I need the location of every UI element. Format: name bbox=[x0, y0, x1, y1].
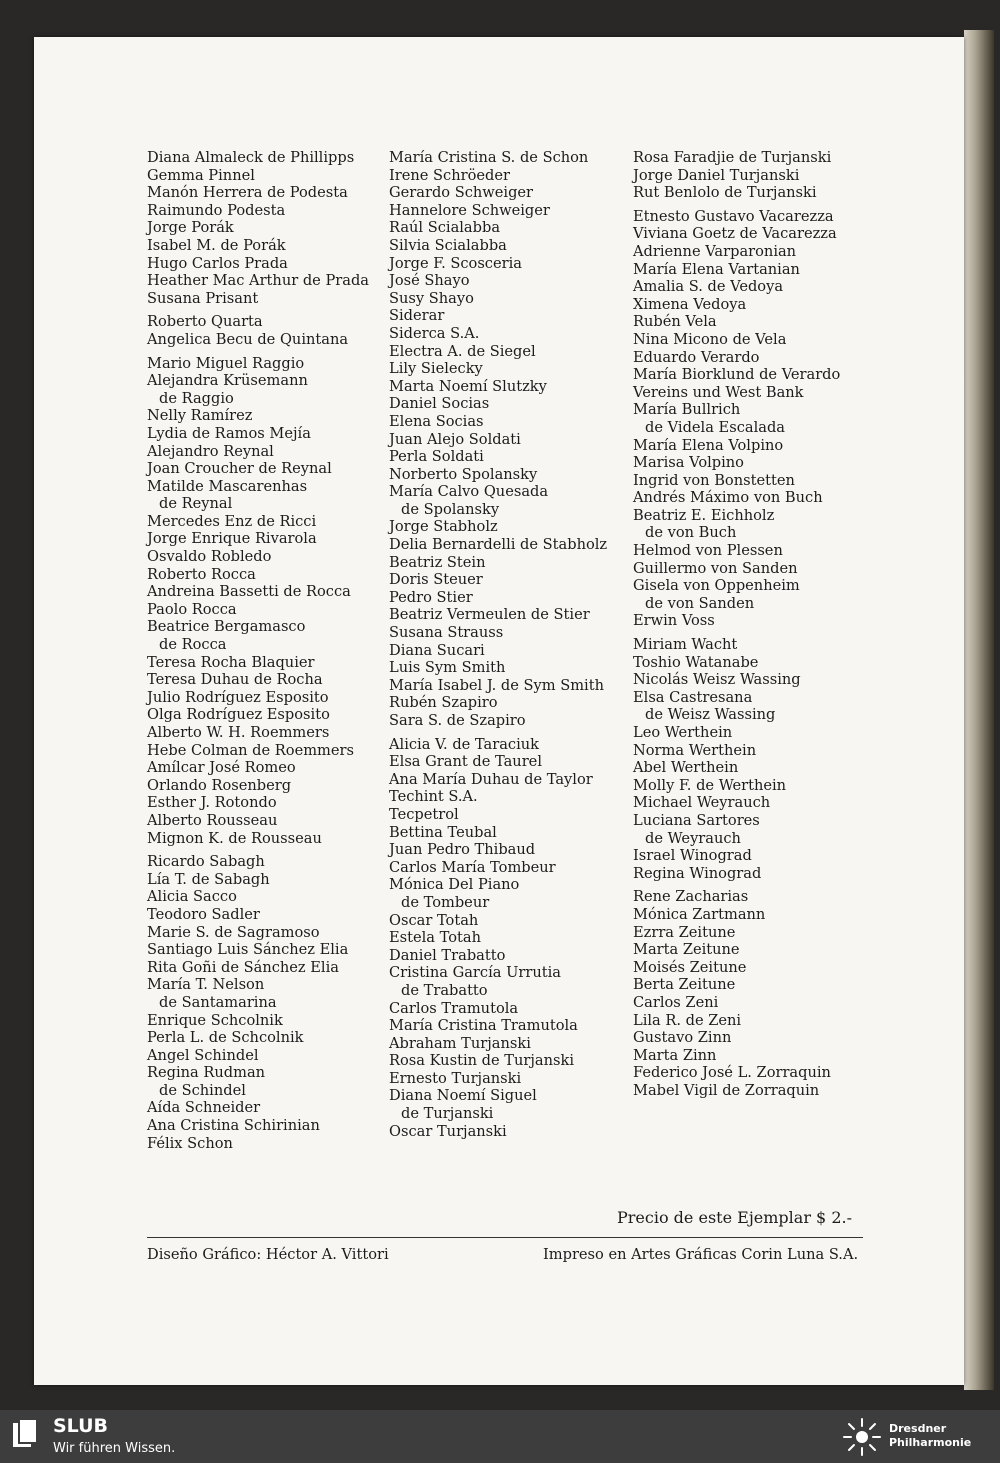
name-line: Helmod von Plessen bbox=[633, 542, 783, 560]
name-line: María Biorklund de Verardo bbox=[633, 366, 841, 384]
name-line: Norberto Spolansky bbox=[389, 465, 538, 483]
name-line: de Rocca bbox=[159, 636, 227, 654]
name-line: María Isabel J. de Sym Smith bbox=[389, 676, 604, 694]
name-line: Miriam Wacht bbox=[633, 636, 738, 654]
name-line: Lydia de Ramos Mejía bbox=[147, 424, 311, 442]
name-line: Ximena Vedoya bbox=[633, 295, 747, 313]
name-line: Rubén Szapiro bbox=[389, 694, 498, 712]
slub-logo-icon[interactable] bbox=[13, 1419, 39, 1449]
name-line: Mercedes Enz de Ricci bbox=[147, 512, 317, 530]
printer-credit: Impreso en Artes Gráficas Corin Luna S.A. bbox=[543, 1246, 859, 1263]
name-line: de Weisz Wassing bbox=[645, 706, 776, 724]
name-line: Leo Werthein bbox=[633, 724, 733, 741]
name-line: Mario Miguel Raggio bbox=[147, 354, 305, 372]
name-group bbox=[389, 149, 607, 730]
name-line: Osvaldo Robledo bbox=[147, 548, 272, 566]
name-line: Raimundo Podesta bbox=[147, 201, 286, 219]
name-line: de Trabatto bbox=[401, 981, 488, 999]
name-line: Abraham Turjanski bbox=[389, 1034, 531, 1052]
name-line: Lila R. de Zeni bbox=[633, 1011, 742, 1029]
name-line: Ricardo Sabagh bbox=[147, 853, 265, 871]
name-line: Alejandra Krüsemann bbox=[147, 372, 308, 390]
name-line: Marta Zinn bbox=[633, 1046, 717, 1064]
name-line: Roberto Quarta bbox=[147, 313, 263, 331]
name-group bbox=[633, 636, 840, 882]
name-line: Amílcar José Romeo bbox=[147, 759, 296, 777]
name-line: de von Buch bbox=[645, 524, 737, 542]
name-line: Estela Totah bbox=[389, 929, 482, 947]
name-line: Rosa Kustin de Turjanski bbox=[389, 1052, 574, 1070]
name-line: Jorge Daniel Turjanski bbox=[633, 166, 800, 184]
name-line: Nelly Ramírez bbox=[147, 407, 253, 425]
name-line: Irene Schröeder bbox=[389, 166, 510, 184]
name-group bbox=[147, 149, 369, 307]
name-line: de von Sanden bbox=[645, 594, 755, 612]
name-line: Elsa Grant de Taurel bbox=[389, 753, 542, 771]
name-line: Rut Benlolo de Turjanski bbox=[633, 184, 817, 202]
name-line: Eduardo Verardo bbox=[633, 348, 760, 366]
name-line: Ana Cristina Schirinian bbox=[147, 1117, 320, 1135]
name-line: Elena Socias bbox=[389, 412, 484, 430]
name-line: de Tombeur bbox=[401, 893, 490, 911]
name-line: Toshio Watanabe bbox=[633, 653, 759, 671]
price-note: Precio de este Ejemplar $ 2.- bbox=[617, 1208, 852, 1227]
name-group bbox=[147, 355, 369, 848]
name-line: María Cristina S. de Schon bbox=[389, 149, 589, 166]
name-line: Federico José L. Zorraquin bbox=[633, 1064, 831, 1082]
name-line: Luis Sym Smith bbox=[389, 659, 506, 677]
name-line: Ana María Duhau de Taylor bbox=[389, 770, 593, 788]
name-group bbox=[389, 736, 607, 1141]
name-line: Daniel Trabatto bbox=[389, 946, 506, 964]
viewer-footer bbox=[0, 1410, 1000, 1463]
name-line: Raúl Scialabba bbox=[389, 219, 501, 237]
name-group bbox=[147, 313, 369, 348]
name-line: Teresa Rocha Blaquier bbox=[147, 653, 315, 671]
slub-tagline: Wir führen Wissen. bbox=[53, 1441, 176, 1456]
name-line: Beatriz Stein bbox=[389, 553, 486, 571]
name-line: Amalia S. de Vedoya bbox=[633, 278, 784, 296]
name-line: Ingrid von Bonstetten bbox=[633, 471, 795, 489]
name-line: Juan Alejo Soldati bbox=[389, 430, 521, 448]
name-line: Jorge F. Scosceria bbox=[389, 254, 522, 272]
name-line: Viviana Goetz de Vacarezza bbox=[633, 225, 837, 243]
name-line: Perla Soldati bbox=[389, 448, 484, 466]
name-line: Manón Herrera de Podesta bbox=[147, 184, 348, 202]
names-column-2 bbox=[389, 149, 607, 1146]
name-line: de Raggio bbox=[159, 389, 234, 407]
name-line: Cristina García Urrutia bbox=[389, 964, 561, 982]
name-line: Juan Pedro Thibaud bbox=[389, 841, 536, 859]
name-line: Gustavo Zinn bbox=[633, 1029, 732, 1047]
name-line: Joan Croucher de Reynal bbox=[147, 460, 332, 478]
name-line: Enrique Schcolnik bbox=[147, 1011, 283, 1029]
name-group bbox=[633, 149, 840, 202]
name-line: Isabel M. de Porák bbox=[147, 236, 286, 254]
name-line: Pedro Stier bbox=[389, 588, 473, 606]
name-line: Electra A. de Siegel bbox=[389, 342, 536, 360]
name-line: Alicia Sacco bbox=[147, 888, 237, 906]
name-line: de Schindel bbox=[159, 1081, 246, 1099]
name-line: Diana Almaleck de Phillipps bbox=[147, 149, 355, 166]
name-line: Beatriz Vermeulen de Stier bbox=[389, 606, 590, 624]
name-line: Heather Mac Arthur de Prada bbox=[147, 272, 369, 290]
name-line: Berta Zeitune bbox=[633, 976, 736, 994]
name-line: Sara S. de Szapiro bbox=[389, 712, 526, 729]
name-line: Aída Schneider bbox=[147, 1099, 261, 1117]
name-line: Molly F. de Werthein bbox=[633, 776, 787, 794]
page-edge bbox=[964, 30, 994, 1390]
name-line: Mónica Del Piano bbox=[389, 876, 520, 894]
name-line: María Calvo Quesada bbox=[389, 483, 549, 501]
partner-name-line2: Philharmonie bbox=[889, 1436, 972, 1449]
name-line: Jorge Porák bbox=[147, 219, 234, 237]
name-line: de Santamarina bbox=[159, 993, 277, 1011]
name-line: Orlando Rosenberg bbox=[147, 776, 292, 794]
name-line: Jorge Enrique Rivarola bbox=[147, 530, 317, 548]
name-line: Santiago Luis Sánchez Elia bbox=[147, 941, 349, 959]
name-line: Alejandro Reynal bbox=[147, 442, 274, 460]
name-line: Julio Rodríguez Esposito bbox=[147, 688, 329, 706]
name-line: María T. Nelson bbox=[147, 976, 265, 994]
name-line: Bettina Teubal bbox=[389, 823, 497, 841]
philharmonie-logo-icon[interactable] bbox=[842, 1417, 882, 1457]
name-group bbox=[633, 888, 840, 1099]
name-line: María Elena Volpino bbox=[633, 436, 784, 454]
name-line: Alberto Rousseau bbox=[147, 811, 278, 829]
name-line: Hugo Carlos Prada bbox=[147, 254, 288, 272]
names-column-1 bbox=[147, 149, 369, 1158]
name-line: de Videla Escalada bbox=[645, 418, 785, 436]
name-line: Marisa Volpino bbox=[633, 454, 744, 472]
name-line: Moisés Zeitune bbox=[633, 958, 747, 976]
name-line: Nicolás Weisz Wassing bbox=[633, 671, 801, 689]
name-line: Nina Micono de Vela bbox=[633, 330, 787, 348]
name-line: María Bullrich bbox=[633, 401, 741, 419]
name-line: Silvia Scialabba bbox=[389, 236, 507, 254]
name-line: Carlos Tramutola bbox=[389, 999, 519, 1017]
name-line: Luciana Sartores bbox=[633, 811, 760, 829]
name-line: Ezrra Zeitune bbox=[633, 923, 736, 941]
name-line: Lía T. de Sabagh bbox=[147, 870, 270, 888]
name-line: Perla L. de Schcolnik bbox=[147, 1029, 304, 1047]
name-line: Mónica Zartmann bbox=[633, 905, 766, 923]
name-line: Carlos Zeni bbox=[633, 993, 719, 1011]
name-line: Vereins und West Bank bbox=[633, 383, 804, 401]
design-credit: Diseño Gráfico: Héctor A. Vittori bbox=[147, 1246, 389, 1263]
name-line: María Elena Vartanian bbox=[633, 260, 800, 278]
partner-name-line1: Dresdner bbox=[889, 1422, 947, 1435]
name-line: Lily Sielecky bbox=[389, 360, 483, 378]
name-group bbox=[147, 853, 369, 1152]
name-line: Olga Rodríguez Esposito bbox=[147, 706, 330, 724]
name-line: Elsa Castresana bbox=[633, 688, 753, 706]
name-group bbox=[633, 208, 840, 630]
name-line: Susy Shayo bbox=[389, 289, 474, 307]
name-line: Regina Rudman bbox=[147, 1064, 266, 1082]
name-line: Ernesto Turjanski bbox=[389, 1069, 522, 1087]
name-line: Roberto Rocca bbox=[147, 565, 256, 583]
name-line: Gerardo Schweiger bbox=[389, 184, 534, 202]
name-line: Diana Sucari bbox=[389, 641, 485, 659]
name-line: Rubén Vela bbox=[633, 313, 717, 331]
name-line: de Spolansky bbox=[401, 500, 500, 518]
name-line: Beatriz E. Eichholz bbox=[633, 506, 775, 524]
name-line: Alicia V. de Taraciuk bbox=[389, 735, 539, 753]
name-line: Marta Noemí Slutzky bbox=[389, 377, 547, 395]
name-line: Teodoro Sadler bbox=[147, 905, 260, 923]
name-line: Gemma Pinnel bbox=[147, 166, 255, 184]
name-line: Susana Strauss bbox=[389, 624, 504, 642]
name-line: Jorge Stabholz bbox=[389, 518, 498, 536]
name-line: Esther J. Rotondo bbox=[147, 794, 277, 812]
name-line: de Turjanski bbox=[401, 1105, 494, 1123]
name-line: Angelica Becu de Quintana bbox=[147, 330, 349, 348]
name-line: Susana Prisant bbox=[147, 289, 259, 307]
footer-rule bbox=[147, 1237, 863, 1238]
name-line: Abel Werthein bbox=[633, 759, 739, 777]
name-line: Techint S.A. bbox=[389, 788, 478, 806]
name-line: Doris Steuer bbox=[389, 571, 483, 589]
slub-logo-text[interactable]: SLUB bbox=[53, 1415, 109, 1437]
name-line: Félix Schon bbox=[147, 1134, 233, 1152]
name-line: Marta Zeitune bbox=[633, 941, 740, 959]
name-line: Daniel Socias bbox=[389, 395, 490, 413]
name-line: de Reynal bbox=[159, 495, 233, 513]
name-line: José Shayo bbox=[389, 272, 470, 290]
name-line: Norma Werthein bbox=[633, 741, 757, 759]
name-line: Etnesto Gustavo Vacarezza bbox=[633, 207, 834, 225]
name-line: Oscar Turjanski bbox=[389, 1122, 507, 1140]
name-line: Beatrice Bergamasco bbox=[147, 618, 306, 636]
name-line: Mignon K. de Rousseau bbox=[147, 829, 322, 847]
name-line: Hebe Colman de Roemmers bbox=[147, 741, 354, 759]
name-line: Andreina Bassetti de Rocca bbox=[147, 583, 351, 601]
name-line: Rita Goñi de Sánchez Elia bbox=[147, 958, 339, 976]
name-line: María Cristina Tramutola bbox=[389, 1017, 578, 1035]
name-line: Oscar Totah bbox=[389, 911, 479, 929]
name-line: Hannelore Schweiger bbox=[389, 201, 550, 219]
name-line: Adrienne Varparonian bbox=[633, 242, 797, 260]
name-line: Siderar bbox=[389, 307, 445, 325]
name-line: Siderca S.A. bbox=[389, 324, 480, 342]
name-line: Mabel Vigil de Zorraquin bbox=[633, 1081, 820, 1099]
name-line: Andrés Máximo von Buch bbox=[633, 489, 823, 507]
name-line: Gisela von Oppenheim bbox=[633, 577, 800, 595]
name-line: Regina Winograd bbox=[633, 864, 762, 882]
name-line: Israel Winograd bbox=[633, 847, 752, 865]
names-column-3 bbox=[633, 149, 840, 1105]
name-line: Diana Noemí Siguel bbox=[389, 1087, 537, 1105]
name-line: Matilde Mascarenhas bbox=[147, 477, 308, 495]
name-line: Erwin Voss bbox=[633, 612, 715, 630]
name-line: de Weyrauch bbox=[645, 829, 741, 847]
name-line: Delia Bernardelli de Stabholz bbox=[389, 536, 608, 554]
name-line: Guillermo von Sanden bbox=[633, 559, 798, 577]
name-line: Rosa Faradjie de Turjanski bbox=[633, 149, 832, 166]
name-line: Teresa Duhau de Rocha bbox=[147, 671, 323, 689]
name-line: Tecpetrol bbox=[389, 805, 459, 823]
name-line: Rene Zacharias bbox=[633, 888, 749, 906]
name-line: Carlos María Tombeur bbox=[389, 858, 556, 876]
name-line: Angel Schindel bbox=[147, 1046, 259, 1064]
name-line: Michael Weyrauch bbox=[633, 794, 771, 812]
name-line: Marie S. de Sagramoso bbox=[147, 923, 320, 941]
name-line: Paolo Rocca bbox=[147, 600, 237, 618]
name-line: Alberto W. H. Roemmers bbox=[147, 724, 330, 741]
